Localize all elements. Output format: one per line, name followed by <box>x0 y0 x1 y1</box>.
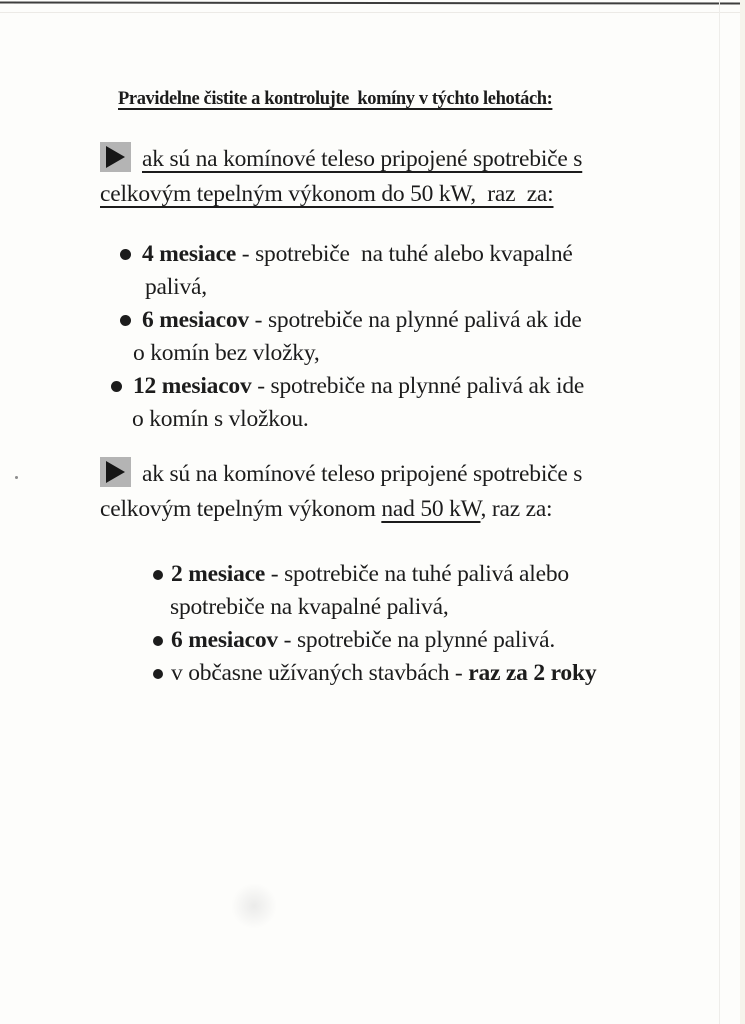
section2-intro <box>100 457 680 527</box>
section1-intro <box>100 142 680 212</box>
bullet-icon <box>153 669 163 679</box>
list-item-desc: - spotrebiče na plynné palivá ak ide <box>249 307 582 333</box>
scan-artifact-dot <box>15 476 18 479</box>
list-item-desc-bold: raz za 2 roky <box>468 660 597 686</box>
list-item-desc: - spotrebiče na plynné palivá. <box>278 627 556 653</box>
bullet-icon <box>120 249 131 260</box>
list-item <box>153 657 596 690</box>
list-item-desc-line2: palivá, <box>145 274 207 300</box>
section1-intro-line1: ak sú na komínové teleso pripojené spotrebiče s <box>142 146 583 172</box>
scan-artifact-right-strip <box>740 0 745 1024</box>
list-item-term: 4 mesiace <box>142 241 237 267</box>
page-title: Pravidelne čistite a kontrolujte komíny v týchto lehotách: <box>118 89 553 109</box>
arrow-right-icon <box>100 457 131 487</box>
section1-intro-line2: celkovým tepelným výkonom do 50 kW, raz za: <box>100 181 554 207</box>
bullet-icon <box>120 315 131 326</box>
scan-artifact-page-edge-line <box>719 0 720 1024</box>
section2-list <box>153 558 596 690</box>
scan-artifact-smudge <box>232 882 276 930</box>
arrow-right-icon <box>100 142 131 172</box>
list-item-term: 2 mesiace <box>171 561 266 587</box>
list-item <box>120 304 584 370</box>
section2-intro-line2-post: , raz za: <box>480 496 553 522</box>
bullet-icon <box>111 381 122 392</box>
section1-list <box>120 238 584 436</box>
list-item-desc: - spotrebiče na tuhé palivá alebo <box>265 561 569 587</box>
list-item-desc: v občasne užívaných stavbách - <box>171 660 469 686</box>
scan-artifact-top-line <box>0 1 745 4</box>
section2-intro-line2-underlined: nad 50 kW <box>381 496 481 522</box>
section2-intro-line2-pre: celkovým tepelným výkonom <box>100 496 382 522</box>
bullet-icon <box>153 636 163 646</box>
list-item <box>120 238 584 304</box>
scan-artifact-top-faint-line <box>0 12 745 13</box>
list-item-desc-line2: spotrebiče na kvapalné palivá, <box>170 594 449 620</box>
list-item <box>153 558 596 624</box>
list-item-desc-line2: o komín s vložkou. <box>132 406 309 432</box>
list-item <box>111 370 584 436</box>
list-item-term: 6 mesiacov <box>142 307 249 333</box>
list-item-term: 6 mesiacov <box>171 627 278 653</box>
list-item-term: 12 mesiacov <box>133 373 252 399</box>
section2-intro-line1: ak sú na komínové teleso pripojené spotrebiče s <box>142 461 583 487</box>
list-item <box>153 624 596 657</box>
list-item-desc: - spotrebiče na plynné palivá ak ide <box>251 373 585 399</box>
bullet-icon <box>153 570 163 580</box>
list-item-desc: - spotrebiče na tuhé alebo kvapalné <box>236 241 573 267</box>
list-item-desc-line2: o komín bez vložky, <box>133 340 320 366</box>
